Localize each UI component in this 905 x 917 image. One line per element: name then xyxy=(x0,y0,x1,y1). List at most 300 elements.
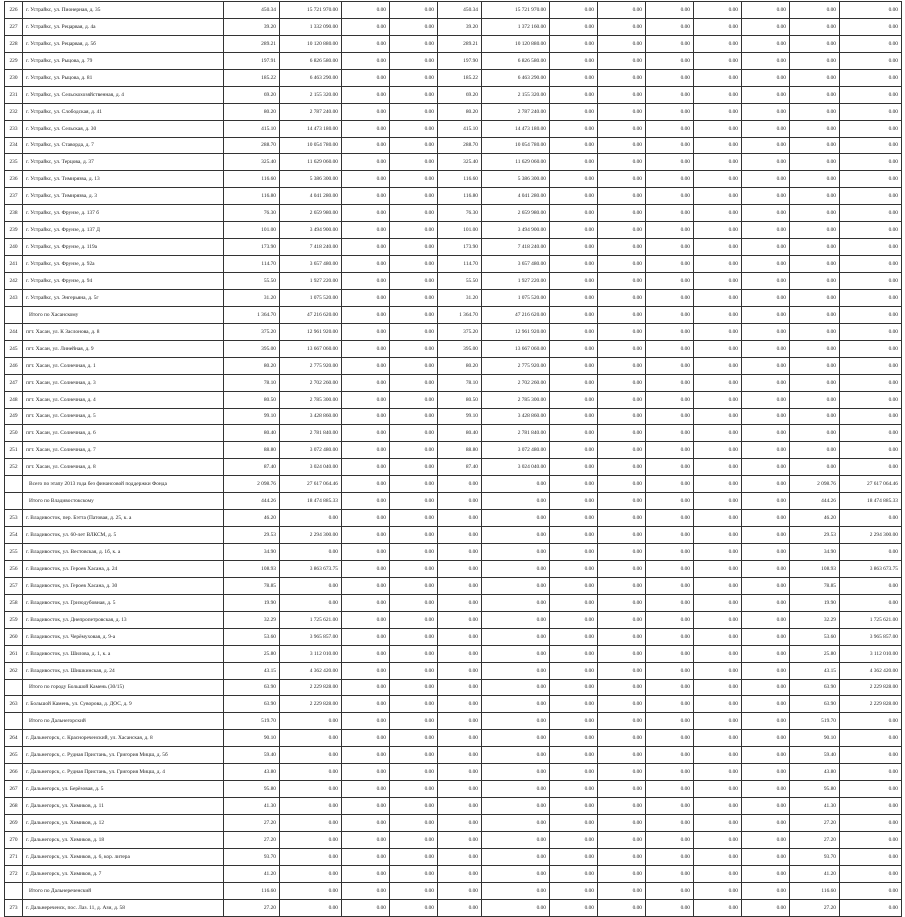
table-row xyxy=(5,544,902,561)
value-cell: 2 787 240.00 xyxy=(482,103,550,120)
subtotal-row xyxy=(5,493,902,510)
value-cell: 0.00 xyxy=(280,594,342,611)
value-cell: 0.00 xyxy=(790,273,840,290)
value-cell: 375.20 xyxy=(224,323,280,340)
row-number: 263 xyxy=(5,696,23,713)
value-cell: 0.00 xyxy=(742,560,790,577)
row-number: 244 xyxy=(5,323,23,340)
value-cell: 3 657 480.00 xyxy=(280,256,342,273)
value-cell: 69.20 xyxy=(224,86,280,103)
value-cell: 0.00 xyxy=(438,527,482,544)
address-cell: г. Дальнегорск, ул. Химиков, д. 7 xyxy=(23,865,224,882)
address-cell: г. Владивосток, ул. Шилова, д. 1, к. а xyxy=(23,645,224,662)
value-cell: 0.00 xyxy=(342,865,390,882)
row-number: 272 xyxy=(5,865,23,882)
value-cell: 0.00 xyxy=(840,442,902,459)
value-cell: 1 372 160.00 xyxy=(482,18,550,35)
value-cell: 0.00 xyxy=(646,713,694,730)
value-cell: 3 965 857.00 xyxy=(840,628,902,645)
subtotal-row xyxy=(5,679,902,696)
value-cell: 0.00 xyxy=(694,798,742,815)
value-cell: 0.00 xyxy=(598,493,646,510)
value-cell: 0.00 xyxy=(342,425,390,442)
value-cell: 0.00 xyxy=(598,510,646,527)
value-cell: 7 418 240.00 xyxy=(280,239,342,256)
value-cell: 1 075 520.00 xyxy=(482,289,550,306)
address-cell: г. Устрайкс, ул. Пионерная, д. 35 xyxy=(23,2,224,19)
value-cell: 0.00 xyxy=(342,357,390,374)
value-cell: 0.00 xyxy=(438,544,482,561)
value-cell: 0.00 xyxy=(790,306,840,323)
address-cell: г. Устрайкс, ул. Фрунзе, д. 92а xyxy=(23,256,224,273)
value-cell: 173.90 xyxy=(438,239,482,256)
value-cell: 0.00 xyxy=(280,510,342,527)
value-cell: 0.00 xyxy=(598,713,646,730)
address-cell: пгт. Хасан, ул. К Заслонова, д. 8 xyxy=(23,323,224,340)
value-cell: 0.00 xyxy=(742,831,790,848)
value-cell: 0.00 xyxy=(550,137,598,154)
value-cell: 0.00 xyxy=(550,340,598,357)
row-number: 253 xyxy=(5,510,23,527)
value-cell: 116.60 xyxy=(224,171,280,188)
value-cell: 0.00 xyxy=(342,103,390,120)
value-cell: 6 826 580.00 xyxy=(482,52,550,69)
address-cell: г. Владивосток, ул. Гризодубовная, д. 5 xyxy=(23,594,224,611)
table-row xyxy=(5,154,902,171)
value-cell: 0.00 xyxy=(390,103,438,120)
value-cell: 0.00 xyxy=(598,544,646,561)
value-cell: 0.00 xyxy=(390,476,438,493)
value-cell: 0.00 xyxy=(694,560,742,577)
address-cell: г. Устрайкс, ул. Фрунзе, д. 137 б xyxy=(23,205,224,222)
value-cell: 0.00 xyxy=(742,696,790,713)
value-cell: 5 386 300.00 xyxy=(280,171,342,188)
address-cell: г. Владивосток, ул. Вестовская, д. 1б, к. а xyxy=(23,544,224,561)
value-cell: 0.00 xyxy=(742,544,790,561)
value-cell: 0.00 xyxy=(694,544,742,561)
value-cell: 0.00 xyxy=(742,798,790,815)
value-cell: 0.00 xyxy=(342,374,390,391)
value-cell: 1 927 220.00 xyxy=(482,273,550,290)
row-number xyxy=(5,882,23,899)
value-cell: 0.00 xyxy=(438,899,482,916)
value-cell: 0.00 xyxy=(646,611,694,628)
value-cell: 0.00 xyxy=(742,865,790,882)
value-cell: 32.29 xyxy=(790,611,840,628)
address-cell: Итого по Хасанскому xyxy=(23,306,224,323)
value-cell: 87.40 xyxy=(224,459,280,476)
value-cell: 0.00 xyxy=(342,86,390,103)
value-cell: 0.00 xyxy=(342,544,390,561)
row-number: 239 xyxy=(5,222,23,239)
value-cell: 0.00 xyxy=(390,52,438,69)
value-cell: 0.00 xyxy=(390,69,438,86)
row-number: 258 xyxy=(5,594,23,611)
value-cell: 0.00 xyxy=(550,764,598,781)
row-number: 261 xyxy=(5,645,23,662)
housing-program-table xyxy=(4,1,902,917)
value-cell: 0.00 xyxy=(550,442,598,459)
value-cell: 0.00 xyxy=(550,273,598,290)
address-cell: г. Дальнереченск, пос. Лаз. 11, д. Ази, д. 58 xyxy=(23,899,224,916)
value-cell: 2 785 300.00 xyxy=(280,391,342,408)
value-cell: 0.00 xyxy=(694,2,742,19)
value-cell: 0.00 xyxy=(646,374,694,391)
value-cell: 0.00 xyxy=(280,798,342,815)
value-cell: 0.00 xyxy=(550,103,598,120)
value-cell: 3 863 673.75 xyxy=(280,560,342,577)
value-cell: 325.40 xyxy=(438,154,482,171)
value-cell: 0.00 xyxy=(790,86,840,103)
value-cell: 0.00 xyxy=(550,52,598,69)
value-cell: 0.00 xyxy=(790,137,840,154)
value-cell: 10 054 780.00 xyxy=(482,137,550,154)
value-cell: 0.00 xyxy=(390,408,438,425)
value-cell: 1 927 220.00 xyxy=(280,273,342,290)
value-cell: 0.00 xyxy=(342,306,390,323)
value-cell: 0.00 xyxy=(438,628,482,645)
value-cell: 0.00 xyxy=(438,611,482,628)
value-cell: 0.00 xyxy=(280,848,342,865)
table-row xyxy=(5,459,902,476)
value-cell: 0.00 xyxy=(550,205,598,222)
value-cell: 0.00 xyxy=(482,679,550,696)
value-cell: 0.00 xyxy=(342,171,390,188)
address-cell: г. Устрайкс, ул. Сельская, д. 30 xyxy=(23,120,224,137)
value-cell: 0.00 xyxy=(742,306,790,323)
table-row xyxy=(5,594,902,611)
value-cell: 3 965 857.00 xyxy=(280,628,342,645)
value-cell: 0.00 xyxy=(550,798,598,815)
value-cell: 0.00 xyxy=(438,662,482,679)
address-cell: г. Устрайкс, ул. Фрунзе, д. 94 xyxy=(23,273,224,290)
row-number: 252 xyxy=(5,459,23,476)
value-cell: 0.00 xyxy=(438,679,482,696)
value-cell: 2 702 260.00 xyxy=(482,374,550,391)
value-cell: 0.00 xyxy=(646,2,694,19)
value-cell: 0.00 xyxy=(280,747,342,764)
value-cell: 0.00 xyxy=(646,459,694,476)
value-cell: 0.00 xyxy=(342,442,390,459)
value-cell: 0.00 xyxy=(742,848,790,865)
value-cell: 0.00 xyxy=(342,594,390,611)
value-cell: 0.00 xyxy=(390,374,438,391)
value-cell: 0.00 xyxy=(840,815,902,832)
value-cell: 0.00 xyxy=(598,730,646,747)
value-cell: 80.20 xyxy=(224,357,280,374)
table-row xyxy=(5,747,902,764)
value-cell: 101.00 xyxy=(224,222,280,239)
value-cell: 0.00 xyxy=(646,645,694,662)
value-cell: 116.60 xyxy=(224,882,280,899)
value-cell: 0.00 xyxy=(742,713,790,730)
value-cell: 0.00 xyxy=(840,798,902,815)
value-cell: 0.00 xyxy=(482,611,550,628)
value-cell: 0.00 xyxy=(694,713,742,730)
value-cell: 0.00 xyxy=(342,120,390,137)
value-cell: 55.50 xyxy=(224,273,280,290)
value-cell: 0.00 xyxy=(390,289,438,306)
value-cell: 1 364.70 xyxy=(438,306,482,323)
value-cell: 0.00 xyxy=(390,679,438,696)
value-cell: 0.00 xyxy=(840,848,902,865)
value-cell: 0.00 xyxy=(342,781,390,798)
value-cell: 0.00 xyxy=(390,510,438,527)
value-cell: 0.00 xyxy=(646,544,694,561)
value-cell: 0.00 xyxy=(438,831,482,848)
value-cell: 0.00 xyxy=(438,577,482,594)
value-cell: 27.20 xyxy=(790,815,840,832)
address-cell: пгт. Хасан, ул. Солнечная, д. 6 xyxy=(23,425,224,442)
value-cell: 2 702 260.00 xyxy=(280,374,342,391)
value-cell: 0.00 xyxy=(598,222,646,239)
table-row xyxy=(5,289,902,306)
value-cell: 0.00 xyxy=(390,831,438,848)
value-cell: 0.00 xyxy=(598,425,646,442)
row-number xyxy=(5,713,23,730)
table-row xyxy=(5,645,902,662)
value-cell: 0.00 xyxy=(694,476,742,493)
row-number: 269 xyxy=(5,815,23,832)
value-cell: 0.00 xyxy=(390,798,438,815)
value-cell: 2 785 300.00 xyxy=(482,391,550,408)
value-cell: 0.00 xyxy=(280,713,342,730)
value-cell: 0.00 xyxy=(742,730,790,747)
value-cell: 0.00 xyxy=(598,882,646,899)
value-cell: 0.00 xyxy=(390,848,438,865)
subtotal-row xyxy=(5,306,902,323)
value-cell: 0.00 xyxy=(646,798,694,815)
value-cell: 0.00 xyxy=(390,493,438,510)
value-cell: 0.00 xyxy=(550,35,598,52)
value-cell: 0.00 xyxy=(598,798,646,815)
value-cell: 0.00 xyxy=(790,69,840,86)
row-number: 264 xyxy=(5,730,23,747)
value-cell: 0.00 xyxy=(438,781,482,798)
value-cell: 0.00 xyxy=(840,577,902,594)
value-cell: 80.20 xyxy=(438,103,482,120)
value-cell: 0.00 xyxy=(646,882,694,899)
row-number: 271 xyxy=(5,848,23,865)
value-cell: 3 863 673.75 xyxy=(840,560,902,577)
value-cell: 0.00 xyxy=(840,171,902,188)
value-cell: 0.00 xyxy=(342,628,390,645)
row-number: 243 xyxy=(5,289,23,306)
row-number: 238 xyxy=(5,205,23,222)
value-cell: 0.00 xyxy=(342,713,390,730)
value-cell: 0.00 xyxy=(840,882,902,899)
value-cell: 0.00 xyxy=(598,18,646,35)
value-cell: 0.00 xyxy=(482,560,550,577)
value-cell: 63.90 xyxy=(790,696,840,713)
value-cell: 0.00 xyxy=(790,340,840,357)
value-cell: 88.80 xyxy=(224,442,280,459)
row-number: 251 xyxy=(5,442,23,459)
value-cell: 0.00 xyxy=(598,289,646,306)
value-cell: 0.00 xyxy=(390,628,438,645)
value-cell: 0.00 xyxy=(390,188,438,205)
value-cell: 0.00 xyxy=(790,222,840,239)
value-cell: 0.00 xyxy=(840,222,902,239)
value-cell: 0.00 xyxy=(742,391,790,408)
value-cell: 0.00 xyxy=(342,831,390,848)
value-cell: 0.00 xyxy=(550,425,598,442)
address-cell: г. Устрайкс, ул. Тимирязва, д. 3 xyxy=(23,188,224,205)
value-cell: 0.00 xyxy=(742,188,790,205)
value-cell: 288.70 xyxy=(438,137,482,154)
value-cell: 0.00 xyxy=(646,425,694,442)
value-cell: 0.00 xyxy=(598,306,646,323)
value-cell: 0.00 xyxy=(646,222,694,239)
value-cell: 0.00 xyxy=(482,865,550,882)
value-cell: 0.00 xyxy=(742,256,790,273)
value-cell: 0.00 xyxy=(598,357,646,374)
value-cell: 0.00 xyxy=(646,815,694,832)
value-cell: 0.00 xyxy=(482,815,550,832)
value-cell: 0.00 xyxy=(694,239,742,256)
value-cell: 93.70 xyxy=(224,848,280,865)
value-cell: 0.00 xyxy=(694,18,742,35)
table-row xyxy=(5,408,902,425)
value-cell: 90.10 xyxy=(224,730,280,747)
value-cell: 0.00 xyxy=(390,2,438,19)
value-cell: 2 775 920.00 xyxy=(482,357,550,374)
value-cell: 0.00 xyxy=(550,171,598,188)
address-cell: г. Дальнегорск, ул. Химиков, д. 11 xyxy=(23,798,224,815)
table-row xyxy=(5,848,902,865)
value-cell: 0.00 xyxy=(742,2,790,19)
value-cell: 0.00 xyxy=(550,747,598,764)
address-cell: Итого по Дальнереченский xyxy=(23,882,224,899)
value-cell: 0.00 xyxy=(694,696,742,713)
value-cell: 3 112 010.00 xyxy=(840,645,902,662)
value-cell: 13 667 060.00 xyxy=(482,340,550,357)
value-cell: 4 041 280.00 xyxy=(482,188,550,205)
value-cell: 0.00 xyxy=(598,86,646,103)
value-cell: 0.00 xyxy=(390,442,438,459)
table-row xyxy=(5,527,902,544)
value-cell: 0.00 xyxy=(438,645,482,662)
value-cell: 0.00 xyxy=(550,831,598,848)
value-cell: 0.00 xyxy=(438,848,482,865)
value-cell: 0.00 xyxy=(598,476,646,493)
value-cell: 0.00 xyxy=(390,205,438,222)
value-cell: 0.00 xyxy=(550,899,598,916)
value-cell: 0.00 xyxy=(280,544,342,561)
value-cell: 14 473 180.00 xyxy=(482,120,550,137)
table-row xyxy=(5,391,902,408)
value-cell: 0.00 xyxy=(342,493,390,510)
value-cell: 0.00 xyxy=(840,289,902,306)
value-cell: 0.00 xyxy=(694,256,742,273)
value-cell: 0.00 xyxy=(742,662,790,679)
value-cell: 0.00 xyxy=(742,357,790,374)
value-cell: 0.00 xyxy=(646,289,694,306)
value-cell: 0.00 xyxy=(694,391,742,408)
value-cell: 0.00 xyxy=(482,645,550,662)
row-number: 255 xyxy=(5,544,23,561)
value-cell: 0.00 xyxy=(694,645,742,662)
value-cell: 0.00 xyxy=(694,747,742,764)
value-cell: 0.00 xyxy=(742,781,790,798)
value-cell: 0.00 xyxy=(550,611,598,628)
value-cell: 2 229 828.00 xyxy=(280,679,342,696)
value-cell: 0.00 xyxy=(550,594,598,611)
value-cell: 0.00 xyxy=(390,815,438,832)
value-cell: 0.00 xyxy=(694,273,742,290)
value-cell: 0.00 xyxy=(390,137,438,154)
address-cell: г. Дальнегорск, ул. Химиков, д. 6, кор. литера xyxy=(23,848,224,865)
value-cell: 0.00 xyxy=(550,374,598,391)
value-cell: 0.00 xyxy=(790,459,840,476)
value-cell: 0.00 xyxy=(790,442,840,459)
value-cell: 0.00 xyxy=(482,781,550,798)
value-cell: 0.00 xyxy=(694,899,742,916)
value-cell: 197.90 xyxy=(438,52,482,69)
value-cell: 0.00 xyxy=(742,69,790,86)
value-cell: 450.34 xyxy=(224,2,280,19)
value-cell: 0.00 xyxy=(390,35,438,52)
value-cell: 0.00 xyxy=(646,781,694,798)
table-row xyxy=(5,2,902,19)
value-cell: 0.00 xyxy=(742,18,790,35)
value-cell: 2 787 240.00 xyxy=(280,103,342,120)
value-cell: 0.00 xyxy=(390,222,438,239)
value-cell: 59.40 xyxy=(224,747,280,764)
value-cell: 2 229 828.00 xyxy=(840,679,902,696)
value-cell: 444.26 xyxy=(224,493,280,510)
value-cell: 0.00 xyxy=(598,865,646,882)
value-cell: 0.00 xyxy=(482,798,550,815)
value-cell: 0.00 xyxy=(342,560,390,577)
address-cell: пгт. Хасан, ул. Солнечная, д. 5 xyxy=(23,408,224,425)
value-cell: 0.00 xyxy=(390,239,438,256)
table-body xyxy=(5,2,902,917)
value-cell: 0.00 xyxy=(646,391,694,408)
value-cell: 12 961 920.00 xyxy=(280,323,342,340)
address-cell: г. Владивосток, ул. Днепропетровская, д. 13 xyxy=(23,611,224,628)
value-cell: 0.00 xyxy=(598,103,646,120)
value-cell: 0.00 xyxy=(598,645,646,662)
value-cell: 0.00 xyxy=(438,865,482,882)
value-cell: 0.00 xyxy=(550,2,598,19)
value-cell: 2 294 300.00 xyxy=(840,527,902,544)
value-cell: 0.00 xyxy=(742,103,790,120)
value-cell: 0.00 xyxy=(342,662,390,679)
value-cell: 80.40 xyxy=(224,425,280,442)
value-cell: 0.00 xyxy=(598,391,646,408)
value-cell: 0.00 xyxy=(646,205,694,222)
value-cell: 63.90 xyxy=(224,679,280,696)
value-cell: 0.00 xyxy=(694,865,742,882)
row-number: 247 xyxy=(5,374,23,391)
value-cell: 2 775 920.00 xyxy=(280,357,342,374)
value-cell: 47 216 620.00 xyxy=(482,306,550,323)
value-cell: 3 494 900.00 xyxy=(280,222,342,239)
table-row xyxy=(5,764,902,781)
value-cell: 76.30 xyxy=(438,205,482,222)
address-cell: г. Устрайкс, ул. Рецарвая, д. 5б xyxy=(23,35,224,52)
value-cell: 0.00 xyxy=(742,747,790,764)
value-cell: 0.00 xyxy=(742,374,790,391)
row-number: 254 xyxy=(5,527,23,544)
value-cell: 288.70 xyxy=(224,137,280,154)
value-cell: 0.00 xyxy=(280,764,342,781)
value-cell: 0.00 xyxy=(840,323,902,340)
value-cell: 0.00 xyxy=(742,340,790,357)
value-cell: 0.00 xyxy=(840,713,902,730)
value-cell: 3 428 860.00 xyxy=(482,408,550,425)
